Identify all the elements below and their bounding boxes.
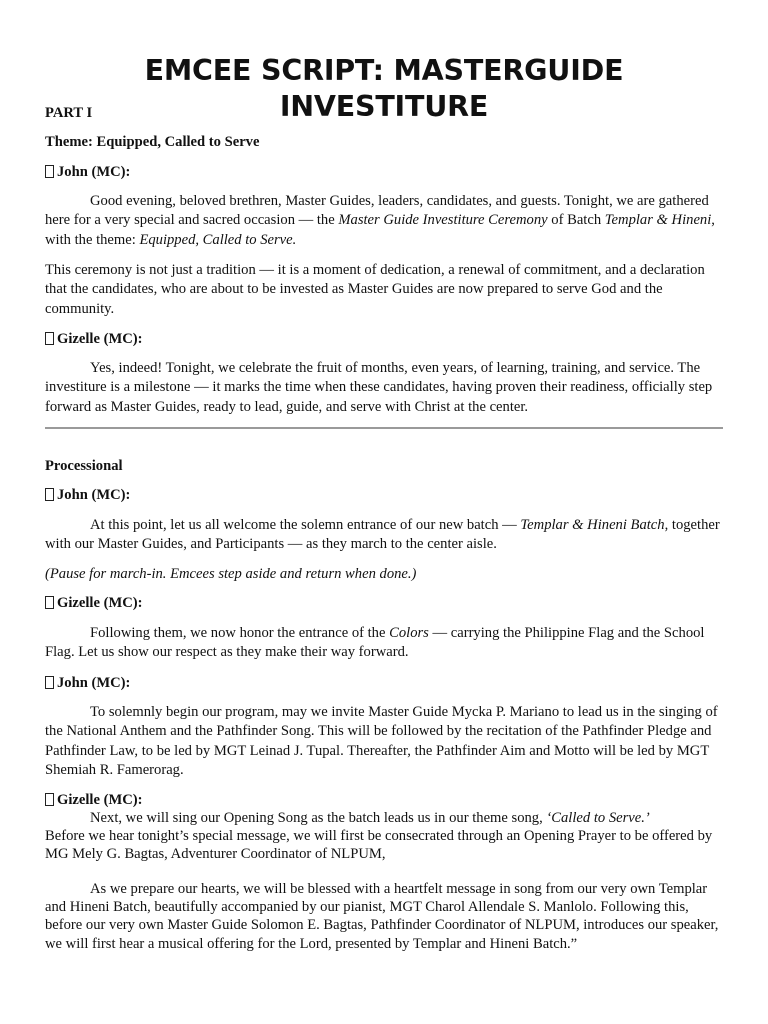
checkbox-icon [45, 488, 54, 501]
paragraph-welcome [45, 192, 723, 250]
paragraph-celebrate: Yes, indeed! Tonight, we celebrate the fruit of months, even years, of learning, training, and service. The investiture is a milestone — it marks the time when these candidates, having proven their readiness, officially step forward as Master Guides, ready to lead, guide, and serve with Christ at the center. [45, 360, 713, 415]
speaker-gizelle-1 [45, 330, 723, 349]
speaker-john-1 [45, 163, 723, 182]
document-title: EMCEE SCRIPT: MASTERGUIDE INVESTITURE [144, 54, 624, 123]
text-run: — carrying the Philippine Flag and the School Flag. Let us show our respect as they make their way forward. [45, 625, 705, 661]
text-run-italic: Templar & Hineni [604, 212, 712, 229]
paragraph-ceremony: This ceremony is not just a tradition — it is a moment of dedication, a renewal of commitment, and a declaration that the candidates, who are about to be invested as Master Guides are now prepared to serve God and the community. [45, 262, 705, 317]
paragraph-anthem: To solemnly begin our program, may we invite Master Guide Mycka P. Mariano to lead us in the singing of the National Anthem and the Pathfinder Song. This will be followed by the recitation of the Pathfinder Pledge and Pathfinder Law, to be led by MGT Leinad J. Tupal. Thereafter, the Pathfinder Aim and Motto will be led by MGT Shemiah R. Famerorag. [45, 704, 718, 779]
speaker-john-2 [45, 486, 723, 505]
checkbox-icon [45, 596, 54, 609]
text-run-italic: Master Guide Investiture Ceremony [338, 212, 548, 229]
speaker-gizelle-2 [45, 594, 723, 613]
horizontal-divider [45, 427, 723, 429]
speaker-label: Gizelle (MC): [57, 792, 143, 808]
paragraph-entrance [45, 516, 723, 555]
theme-heading: Theme: Equipped, Called to Serve [45, 134, 260, 150]
paragraph-colors [45, 624, 723, 663]
text-run: At this point, let us all welcome the solemn entrance of our new batch — [90, 517, 521, 533]
checkbox-icon [45, 165, 54, 178]
speaker-label: Gizelle (MC): [57, 595, 143, 611]
checkbox-icon [45, 332, 54, 345]
text-run: Next, we will sing our Opening Song as the batch leads us in our theme song, [90, 810, 547, 826]
text-run-italic: Templar & Hineni Batch [520, 517, 665, 533]
checkbox-icon [45, 676, 54, 689]
speaker-label: Gizelle (MC): [57, 331, 143, 347]
processional-heading: Processional [45, 458, 123, 474]
speaker-label: John (MC): [57, 487, 131, 503]
speaker-gizelle-3 [45, 791, 723, 810]
speaker-john-3 [45, 674, 723, 693]
paragraph-message-in-song: As we prepare our hearts, we will be blessed with a heartfelt message in song from our very own Templar and Hineni Batch, beautifully accompanied by our pianist, MGT Charol Allendale S. Manlolo. Following this, before our very own Master Guide Solomon E. Bagtas, Pathfinder Coordinator of NLPUM, introduces our speaker, we will first hear a musical offering for the Lord, presented by Templar and Hineni Batch.” [45, 881, 719, 952]
stage-direction: (Pause for march-in. Emcees step aside and return when done.) [45, 566, 417, 582]
checkbox-icon [45, 793, 54, 806]
text-run-italic: ‘Called to Serve.’ [546, 810, 650, 826]
speaker-label: John (MC): [57, 675, 131, 691]
text-run: Following them, we now honor the entrance of the [90, 625, 390, 641]
text-run: of Batch [547, 212, 605, 229]
part-heading: PART I [45, 105, 93, 121]
text-run: Good evening, beloved brethren, Master Guides, leaders, candidates, and guests. Tonight, we are gathered here for a very special and sacred occasion — the [45, 193, 709, 229]
speaker-label: John (MC): [57, 164, 131, 180]
text-run-italic: Colors [389, 625, 429, 641]
text-run: , together with our Master Guides, and Participants — as they march to the center aisle. [45, 517, 720, 553]
paragraph-opening-prayer: Before we hear tonight’s special message, we will first be consecrated through an Opening Prayer to be offered by MG Mely G. Bagtas, Adventurer Coordinator of NLPUM, [45, 828, 713, 863]
paragraph-opening-song [45, 809, 723, 827]
text-run: , with the theme: [45, 212, 715, 248]
text-run-italic: Equipped, Called to Serve. [139, 231, 297, 248]
